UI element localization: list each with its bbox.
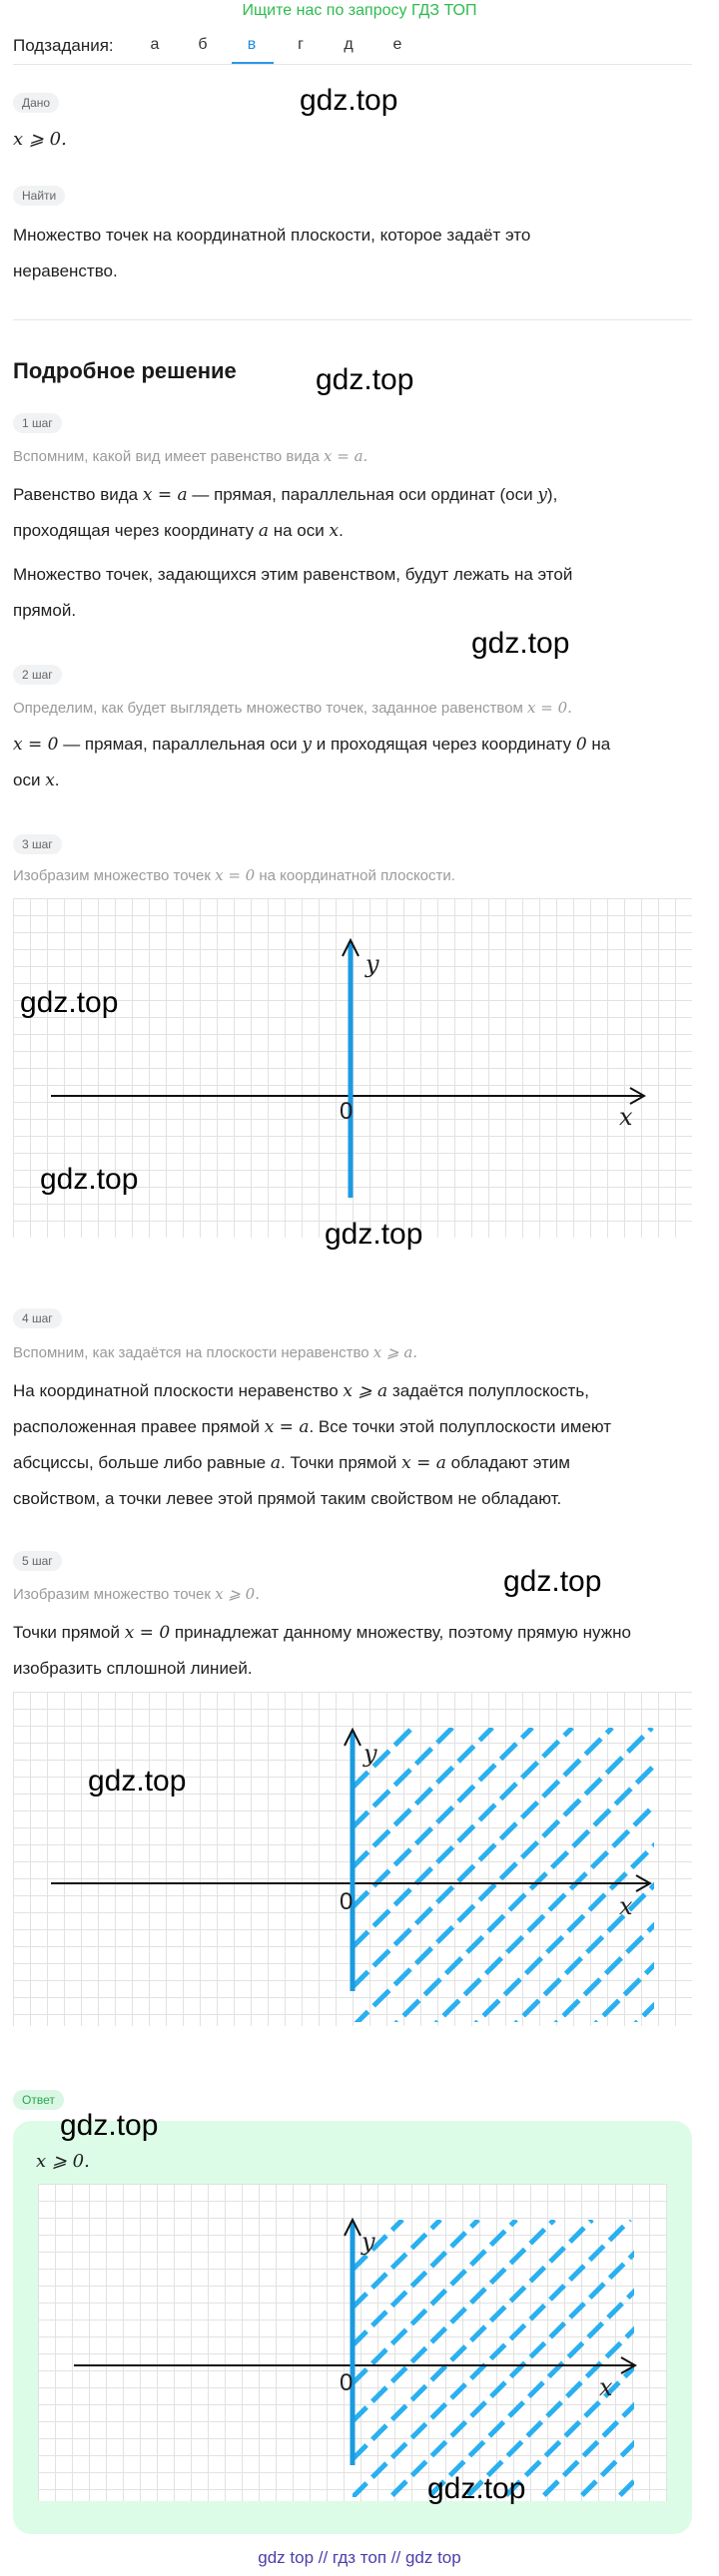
watermark: gdz.top [503,1565,602,1598]
hatch-region [353,2220,719,2515]
step4-line2: расположенная правее прямой x = a. Все точки этой полуплоскости имеют [13,1417,612,1437]
subtasks-label: Подзадания: [13,36,114,55]
solution-title: Подробное решение [13,358,237,383]
step4-line1: На координатной плоскости неравенство x ⩾ a задаётся полуплоскость, [13,1381,589,1401]
watermark: gdz.top [88,1765,187,1798]
step1-line1: Равенство вида x = a — прямая, параллельная оси ординат (оси y), [13,485,558,505]
step1-hint-math: x = a. [324,447,368,465]
y-axis-label: y [363,1740,377,1768]
step5-badge: 5 шаг [13,1551,62,1571]
watermark: gdz.top [60,2109,159,2142]
given-badge: Дано [13,93,59,113]
watermark: gdz.top [471,627,570,660]
divider [13,319,692,320]
tab-e[interactable]: е [392,36,402,53]
step5-line2: изобразить сплошной линией. [13,1659,253,1678]
step4-line4: свойством, а точки левее этой прямой таким свойством не обладают. [13,1489,562,1508]
origin-label: 0 [340,2369,354,2396]
origin-label: 0 [340,1098,354,1125]
y-axis-label: y [361,2228,375,2256]
step4-line3: абсциссы, больше либо равные a. Точки прямой x = a обладают этим [13,1453,570,1473]
divider [13,64,692,65]
watermark: gdz.top [316,363,414,396]
x-axis-label: x [599,2373,613,2401]
watermark: gdz.top [300,84,398,117]
x-axis-label: x [619,1103,633,1131]
answer-badge: Ответ [13,2090,64,2110]
tab-a[interactable]: а [150,36,160,53]
watermark: gdz.top [40,1163,139,1196]
step5-hint: Изобразим множество точек x ⩾ 0. [13,1585,260,1603]
step2-hint: Определим, как будет выглядеть множество точек, заданное равенством x = 0. [13,699,572,717]
step1-para2-line2: прямой. [13,601,77,620]
find-text-line2: неравенство. [13,261,118,280]
find-badge: Найти [13,186,65,206]
step4-badge: 4 шаг [13,1308,62,1328]
step1-hint [13,447,367,465]
answer-expression: x ⩾ 0. [36,2151,90,2172]
given-expression: x ⩾ 0. [13,129,67,150]
graph-answer-plot [38,2184,667,2501]
top-banner[interactable]: Ищите нас по запросу ГДЗ ТОП [242,2,477,19]
graph-step5-plot [13,1692,692,2026]
step2-line2: оси x. [13,771,60,790]
footer-links[interactable]: gdz top // гдз топ // gdz top [258,2548,461,2567]
origin-label: 0 [340,1888,354,1915]
tab-d[interactable]: д [344,36,354,53]
y-axis-label: y [365,950,379,978]
watermark: gdz.top [325,1218,423,1251]
tab-g[interactable]: г [298,36,304,53]
watermark: gdz.top [427,2472,526,2505]
find-text-line1: Множество точек на координатной плоскости, которое задаёт это [13,226,531,245]
x-axis-label: x [619,1892,633,1920]
step5-line1: Точки прямой x = 0 принадлежат данному множеству, поэтому прямую нужно [13,1623,631,1643]
step1-badge: 1 шаг [13,413,62,433]
step2-badge: 2 шаг [13,665,62,685]
step1-hint-text: Вспомним, какой вид имеет равенство вида [13,448,325,465]
step3-badge: 3 шаг [13,834,62,854]
step1-para2-line1: Множество точек, задающихся этим равенством, будут лежать на этой [13,565,573,584]
step3-hint: Изобразим множество точек x = 0 на координатной плоскости. [13,866,455,884]
watermark: gdz.top [20,986,119,1019]
tab-v[interactable]: в [247,36,257,53]
step2-line1: x = 0 — прямая, параллельная оси y и проходящая через координату 0 на [13,735,611,755]
tab-b[interactable]: б [198,36,208,53]
step1-line2: проходящая через координату a на оси x. [13,521,344,541]
step4-hint: Вспомним, как задаётся на плоскости неравенство x ⩾ a. [13,1343,418,1361]
